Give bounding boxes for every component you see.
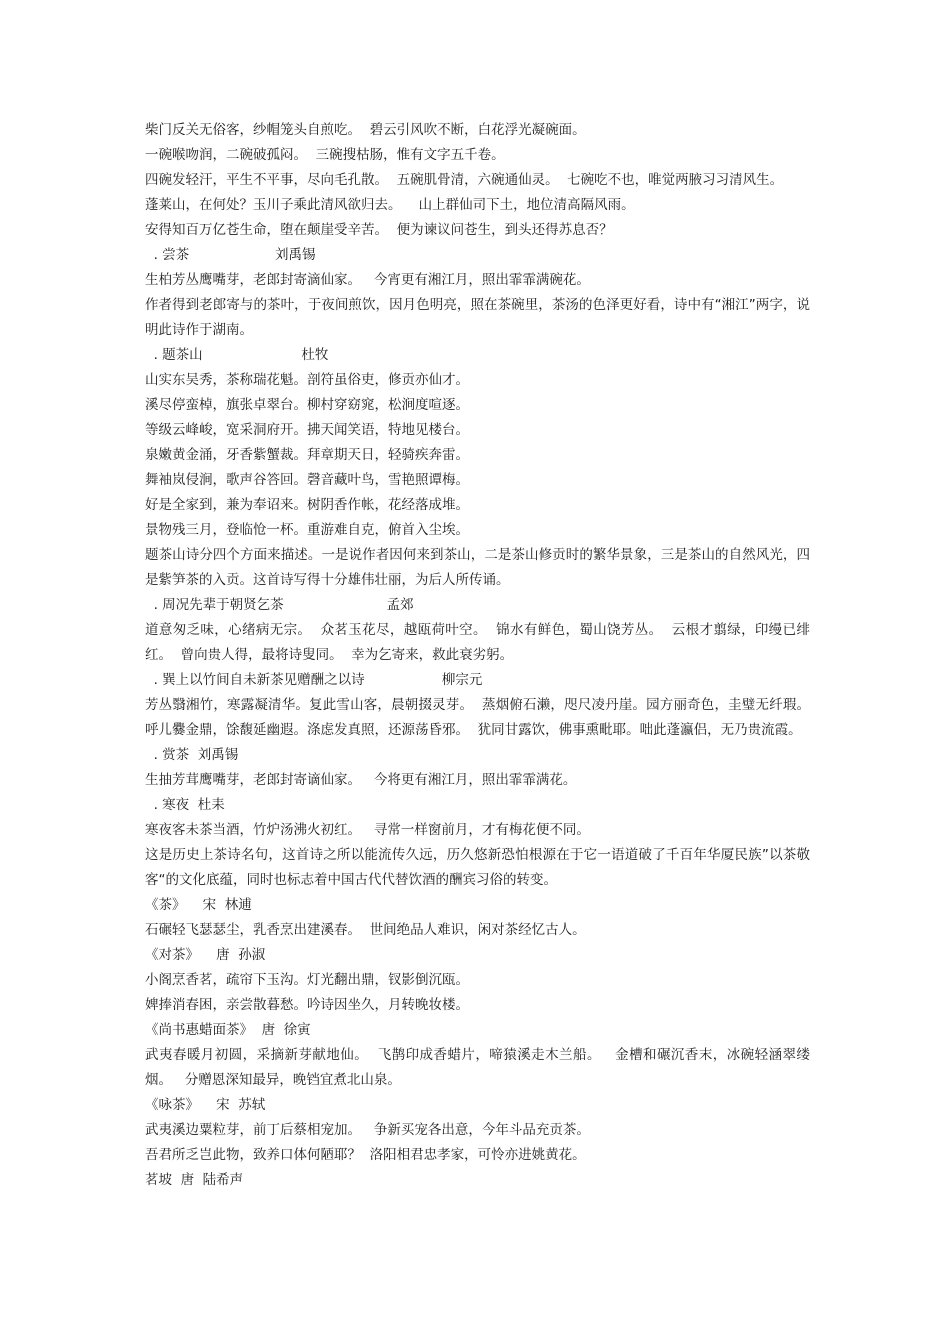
poem-heading: 《对茶》 唐 孙淑 bbox=[145, 947, 266, 963]
text-line: 舞袖岚侵涧，歌声谷答回。磬音藏叶鸟，雪艳照谭梅。 bbox=[145, 472, 469, 488]
text-line: 生抽芳茸鹰嘴芽，老郎封寄谪仙家。 今将更有湘江月，照出霏霏满花。 bbox=[145, 772, 577, 788]
poem-paragraph: 芳丛翳湘竹，寒露凝清华。复此雪山客，晨朝掇灵芽。 蒸烟俯石濑，咫尺凌丹崖。园方丽奇色，圭璧无纤瑕。 呼儿爨金鼎，馀馥延幽遐。涤虑发真照，还源荡昏邪。 犹同甘露饮，佛事熏毗耶。咄此蓬瀛侣，无乃贵流霞。 bbox=[145, 697, 819, 738]
commentary-paragraph: 作者得到老郎寄与的茶叶，于夜间煎饮，因月色明亮，照在茶碗里，茶汤的色泽更好看，诗中有“湘江”两字，说明此诗作于湖南。 bbox=[145, 297, 810, 338]
text-line: 山实东吴秀，茶称瑞花魁。剖符虽俗吏，修贡亦仙才。 bbox=[145, 372, 469, 388]
poem-heading: . 巽上以竹间自未新茶见赠酬之以诗 柳宗元 bbox=[145, 672, 483, 688]
text-line: 溪尽停蛮棹，旗张卓翠台。柳村穿窈窕，松涧度喧逐。 bbox=[145, 397, 469, 413]
poem-heading: 《尚书惠蜡面茶》 唐 徐寅 bbox=[145, 1022, 311, 1038]
poem-heading: 《咏茶》 宋 苏轼 bbox=[145, 1097, 266, 1113]
text-line: 武夷溪边粟粒芽，前丁后蔡相宠加。 争新买宠各出意，今年斗品充贡茶。 bbox=[145, 1122, 590, 1138]
text-line: 泉嫩黄金涌，牙香紫蟹裁。拜章期天日，轻骑疾奔雷。 bbox=[145, 447, 469, 463]
text-line: 景物残三月，登临怆一杯。重游难自克，俯首入尘埃。 bbox=[145, 522, 469, 538]
text-line: 小阁烹香茗，疏帘下玉沟。灯光翻出鼎，钗影倒沉瓯。 bbox=[145, 972, 469, 988]
text-line: 四碗发轻汗，平生不平事，尽向毛孔散。 五碗肌骨清，六碗通仙灵。 七碗吃不也，唯觉两腋习习清风生。 bbox=[145, 172, 784, 188]
text-line: 柴门反关无俗客，纱帽笼头自煎吃。 碧云引风吹不断，白花浮光凝碗面。 bbox=[145, 122, 586, 138]
text-line: 安得知百万亿苍生命，堕在颠崖受辛苦。 便为谏议问苍生，到头还得苏息否？ bbox=[145, 222, 613, 238]
text-line: 一碗喉吻润，二碗破孤闷。 三碗搜枯肠，惟有文字五千卷。 bbox=[145, 147, 505, 163]
text-line: 好是全家到，兼为奉诏来。树阴香作帐，花经落成堆。 bbox=[145, 497, 469, 513]
poem-paragraph: 武夷春暖月初圆，采摘新芽献地仙。 飞鹊印成香蜡片，啼猿溪走木兰船。 金槽和碾沉香末，冰碗轻涵翠缕烟。 分赠恩深知最异，晚铛宜煮北山泉。 bbox=[145, 1047, 810, 1088]
text-line: 婢捧消春困，亲尝散暮愁。吟诗因坐久，月转晚妆楼。 bbox=[145, 997, 469, 1013]
commentary-paragraph: 这是历史上茶诗名句，这首诗之所以能流传久远，历久悠新恐怕根源在于它一语道破了千百年华厦民族”以茶敬客“的文化底蕴，同时也标志着中国古代代替饮酒的酬宾习俗的转变。 bbox=[145, 847, 810, 888]
text-line: 蓬莱山，在何处？玉川子乘此清风欲归去。 山上群仙司下土，地位清高隔风雨。 bbox=[145, 197, 635, 213]
poem-heading: . 周况先辈于朝贤乞茶 孟郊 bbox=[145, 597, 414, 613]
poem-paragraph: 道意匆乏味，心绪病无宗。 众茗玉花尽，越瓯荷叶空。 锦水有鲜色，蜀山饶芳丛。 云根才翦绿，印缦已绯红。 曾向贵人得，最将诗叟同。 幸为乞寄来，救此衰劣躬。 bbox=[145, 622, 810, 663]
text-line: 吾君所乏岂此物，致养口体何陋耶？ 洛阳相君忠孝家，可怜亦进姚黄花。 bbox=[145, 1147, 586, 1163]
poem-heading: 茗坡 唐 陆希声 bbox=[145, 1172, 244, 1188]
text-line: 寒夜客未茶当酒，竹炉汤沸火初红。 寻常一样窗前月，才有梅花便不同。 bbox=[145, 822, 590, 838]
commentary-paragraph: 题茶山诗分四个方面来描述。一是说作者因何来到茶山，二是茶山修贡时的繁华景象，三是茶山的自然风光，四是紫笋茶的入贡。这首诗写得十分雄伟壮丽，为后人所传诵。 bbox=[145, 547, 810, 588]
poem-heading: . 尝茶 刘禹锡 bbox=[145, 247, 316, 263]
text-line: 等级云峰峻，宽采洞府开。拂天闻笑语，特地见楼台。 bbox=[145, 422, 469, 438]
poem-heading: 《茶》 宋 林逋 bbox=[145, 897, 252, 913]
poem-heading: . 题茶山 杜牧 bbox=[145, 347, 329, 363]
text-line: 生柏芳丛鹰嘴芽，老郎封寄滴仙家。 今宵更有湘江月，照出霏霏满碗花。 bbox=[145, 272, 590, 288]
poem-heading: . 赏茶 刘禹锡 bbox=[145, 747, 239, 763]
poem-text-body bbox=[145, 118, 819, 1193]
text-line: 石碾轻飞瑟瑟尘，乳香烹出建溪春。 世间绝品人难识，闲对茶经忆古人。 bbox=[145, 922, 586, 938]
poem-heading: . 寒夜 杜耒 bbox=[145, 797, 225, 813]
